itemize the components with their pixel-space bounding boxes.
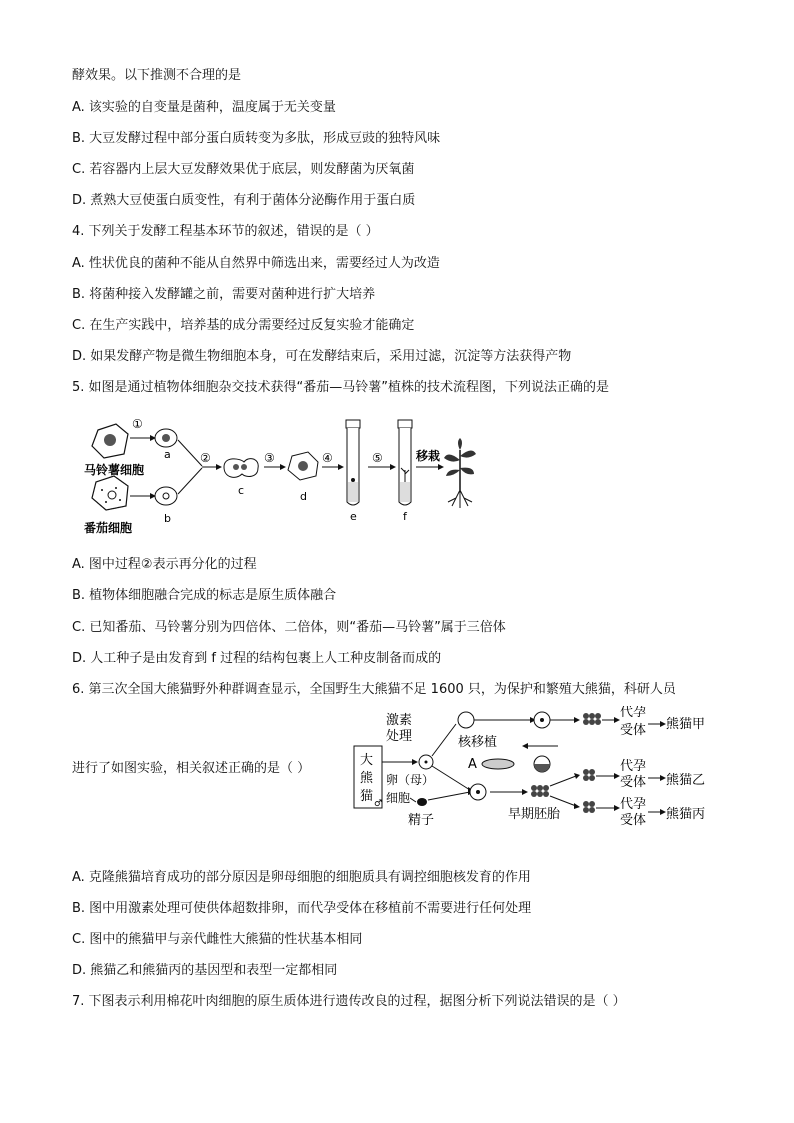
early-embryo [531,785,549,797]
panda-char-1: 大 [360,753,374,768]
step-3: ③ [264,451,275,465]
tomato-cell [92,476,128,510]
culture-dish [482,759,514,769]
label-b: b [164,512,171,525]
hormone-label-2: 处理 [386,729,413,744]
panda-a-label: 熊猫甲 [666,717,706,732]
plant-icon [444,438,476,508]
q7-stem: 7. 下图表示利用棉花叶肉细胞的原生质体进行遗传改良的过程，据图分析下列说法错误的是（ ） [72,994,626,1009]
surrogate-2-line2: 受体 [620,775,647,790]
surrogate-1-line1: 代孕 [620,706,647,720]
nuclear-transfer-label: 核移植 [458,735,498,750]
label-A: A [468,757,477,772]
panda-c-label: 熊猫丙 [666,807,706,822]
q6-figure [352,706,722,830]
hormone-label-1: 激素 [386,713,413,728]
step-5: ⑤ [372,451,383,465]
egg-label-1: 卵（母） [386,773,435,787]
test-tube-e [346,420,360,505]
label-d: d [300,490,307,503]
early-embryo-label: 早期胚胎 [508,807,561,822]
q4-option-b: B. 将菌种接入发酵罐之前，需要对菌种进行扩大培养 [72,287,376,302]
potato-cell [92,424,128,458]
q3-option-b: B. 大豆发酵过程中部分蛋白质转变为多肽，形成豆豉的独特风味 [72,131,441,146]
q6-option-a: A. 克隆熊猫培育成功的部分原因是卵母细胞的细胞质具有调控细胞核发育的作用 [72,870,531,885]
q5-option-c: C. 已知番茄、马铃薯分别为四倍体、二倍体，则“番茄—马铃薯”属于三倍体 [72,620,506,635]
panda-b-label: 熊猫乙 [666,773,706,788]
q3-option-d: D. 煮熟大豆使蛋白质变性，有利于菌体分泌酶作用于蛋白质 [72,193,416,208]
panda-char-3: 猫 [360,789,374,804]
fused-cell-c [224,459,258,478]
q6-stem-line1: 6. 第三次全国大熊猫野外种群调查显示，全国野生大熊猫不足 1600 只，为保护和繁殖大熊猫，科研人员 [72,682,676,697]
surrogate-3-line2: 受体 [620,813,647,828]
morula-top [583,713,601,725]
step-2: ② [200,451,211,465]
transplant-label: 移栽 [416,449,441,463]
surrogate-2-line1: 代孕 [620,759,647,774]
q5-option-a: A. 图中过程②表示再分化的过程 [72,557,257,572]
q4-option-a: A. 性状优良的菌种不能从自然界中筛选出来，需要经过人为改造 [72,256,440,271]
q3-option-a: A. 该实验的自变量是菌种，温度属于无关变量 [72,100,336,115]
panda-char-2: 熊 [360,771,374,786]
step-4: ④ [322,451,333,465]
test-tube-f [398,420,412,505]
egg-label-2: 细胞 [386,791,411,805]
potato-label: 马铃薯细胞 [84,463,145,477]
q6-option-d: D. 熊猫乙和熊猫丙的基因型和表型一定都相同 [72,963,338,978]
sperm-icon [417,798,427,806]
surrogate-3-line1: 代孕 [620,797,647,812]
tomato-label: 番茄细胞 [84,521,133,535]
label-c: c [238,484,245,497]
q6-option-b: B. 图中用激素处理可使供体超数排卵，而代孕受体在移植前不需要进行任何处理 [72,901,532,916]
q6-stem-line2: 进行了如图实验，相关叙述正确的是（ ） [72,761,311,776]
label-f: f [403,510,407,523]
label-e: e [350,510,357,523]
q4-option-c: C. 在生产实践中，培养基的成分需要经过反复实验才能确定 [72,318,415,333]
surrogate-1-line2: 受体 [620,723,647,738]
q3-stem-tail: 酵效果。以下推测不合理的是 [72,68,242,83]
q3-option-c: C. 若容器内上层大豆发酵效果优于底层，则发酵菌为厌氧菌 [72,162,415,177]
q4-stem: 4. 下列关于发酵工程基本环节的叙述，错误的是（ ） [72,224,379,239]
label-a: a [164,448,171,461]
q5-option-b: B. 植物体细胞融合完成的标志是原生质体融合 [72,588,337,603]
enucleated-egg [458,712,474,728]
q5-figure [76,410,496,550]
half-embryo-c [583,801,595,813]
q6-option-c: C. 图中的熊猫甲与亲代雌性大熊猫的性状基本相同 [72,932,363,947]
hybrid-cell-d [288,452,318,480]
half-embryo-b [583,769,595,781]
q5-option-d: D. 人工种子是由发育到 f 过程的结构包裹上人工种皮制备而成的 [72,651,442,666]
sperm-label: 精子 [408,813,435,828]
step-1: ① [132,417,143,431]
male-symbol: ♂ [374,799,383,809]
q4-option-d: D. 如果发酵产物是微生物细胞本身，可在发酵结束后，采用过滤，沉淀等方法获得产物 [72,349,572,364]
q5-stem: 5. 如图是通过植物体细胞杂交技术获得“番茄—马铃薯”植株的技术流程图，下列说法正确的是 [72,380,610,395]
